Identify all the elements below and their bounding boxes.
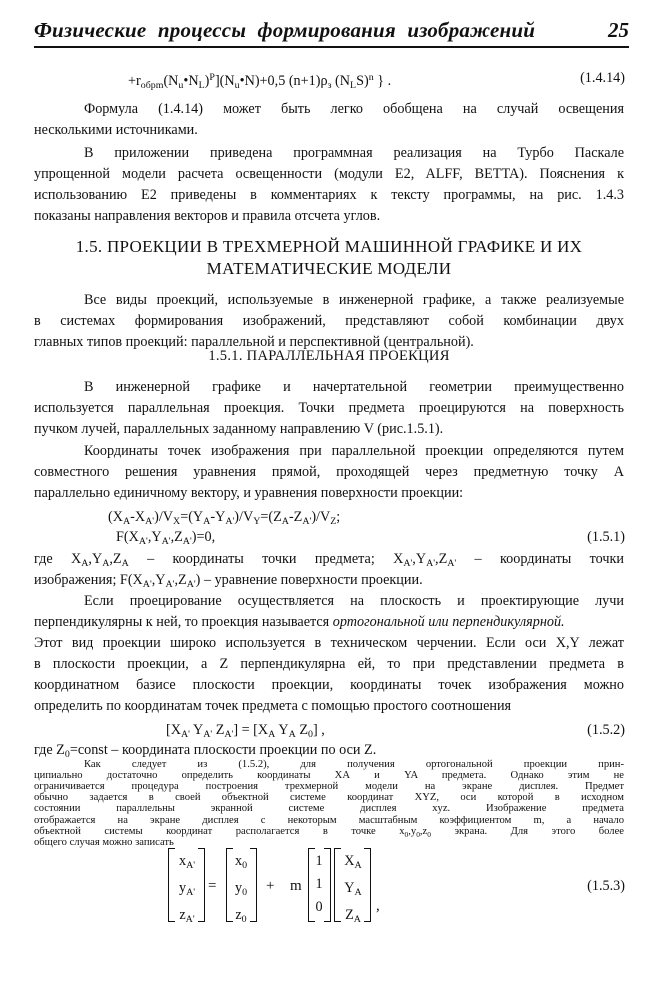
paragraph-line: обычно задается в своей объектной системе координат XYZ, оси которой в исходном: [34, 792, 624, 804]
plus-sign: +: [266, 878, 275, 894]
running-header-title: Физические процессы формирования изображений: [34, 18, 536, 42]
formula-1-4-14: $+r_{обрm}(N_u•N_L)^P](N_u•N)+0,5$ $(n+1)\rho_з$ $(N_LS)^n$ } .: [128, 72, 392, 91]
matrix-cell: $Z_A$: [345, 907, 361, 925]
matrix-cell: 0: [315, 899, 323, 915]
header-rule: [34, 46, 629, 48]
matrix-diagonal: [308, 848, 330, 924]
matrix-origin: [226, 848, 256, 924]
paragraph-line: изображения; $F(X_{A'},Y_{A'},Z_{A'})$ – уравнение поверхности проекции.: [34, 572, 423, 590]
paragraph-line: где $Z_0=const$ – координата плоскости проекции по оси Z.: [34, 742, 377, 760]
paragraph-line: Как следует из (1.5.2), для получения ортогональной проекции прин-: [84, 759, 624, 770]
equation-number-1-4-14: (1.4.14): [580, 70, 625, 86]
section-heading-line2: МАТЕМАТИЧЕСКИЕ МОДЕЛИ: [206, 259, 452, 278]
paragraph-line: объектной системы координат располагается в точке $x_0,y_0,z_0$ экрана. Для этого более: [34, 825, 624, 839]
equation-number-1-5-2: (1.5.2): [587, 722, 625, 738]
paragraph-line: упрощенной модели расчета освещенности (модули E2, ALFF, BETTA). Пояснения к: [34, 166, 624, 182]
equation-1-5-1-line2: $F(X_{A'},Y_{A'},Z_{A'})=0$,: [116, 529, 216, 547]
paragraph-line: в системах формирования изображений, представляют собой комбинации двух: [34, 313, 624, 329]
paragraph-line: определить по координатам точек предмета с помощью простого соотношения: [34, 698, 512, 714]
matrix-cell: 1: [315, 876, 323, 892]
paragraph-line: координатном базисе плоскости проекции, координаты точек изображения можно: [34, 677, 624, 693]
paragraph-line: В приложении приведена программная реализация на Турбо Паскале: [84, 145, 624, 161]
paragraph-line: главных типов проекций: параллельной и перспективной (центральной).: [34, 334, 474, 350]
paragraph-line: Этот вид проекции широко используется в техническом черчении. Если оси X,Y лежат: [34, 635, 624, 651]
equals-sign: =: [208, 878, 217, 894]
section-heading-line1: 1.5. ПРОЕКЦИИ В ТРЕХМЕРНОЙ МАШИННОЙ ГРАФИКЕ И ИХ: [75, 237, 583, 256]
paragraph-line: перпендикулярны к ней, то проекция называется ортогональной или перпендикулярной.: [34, 614, 565, 630]
paragraph-line: общего случая можно записать: [34, 836, 174, 848]
trailing-comma: ,: [376, 898, 380, 914]
matrix-cell: $x_0$: [234, 853, 248, 871]
matrix-cell: $y_{A'}$: [178, 880, 196, 898]
matrix-cell: $z_0$: [235, 907, 247, 925]
matrix-cell: $Y_A$: [344, 880, 362, 898]
paragraph-line: состоянии параллельны экранной системе дисплея xyz. Изображение предмета: [34, 803, 624, 815]
paragraph-line: показаны направления векторов и правила отсчета углов.: [34, 208, 381, 224]
paragraph-line: совместного решения уравнения прямой, проходящей через предметную точку А: [34, 464, 624, 480]
page-number: 25: [608, 18, 629, 42]
paragraph-line: параллельно единичному вектору, и уравнения поверхности проекции:: [34, 485, 464, 501]
matrix-cell: 1: [315, 853, 323, 869]
paragraph-line: пучком лучей, параллельных заданному направлению V (рис.1.5.1).: [34, 421, 444, 437]
equation-number-1-5-3: (1.5.3): [587, 878, 625, 894]
paragraph-line: Координаты точек изображения при параллельной проекции определяются путем: [84, 443, 624, 459]
matrix-cell: $y_0$: [234, 880, 248, 898]
paragraph-line: используется параллельная проекция. Точки предмета проецируются на поверхность: [34, 400, 624, 416]
matrix-cell: $x_{A'}$: [178, 853, 196, 871]
paragraph-line: Формула (1.4.14) может быть легко обобщена на случай освещения: [84, 101, 624, 117]
equation-1-5-2: [$X_{A'}$ $Y_{A'}$ $Z_{A'}] = [X_A$ $Y_A$ $Z_0$] ,: [166, 722, 325, 740]
matrix-cell: $z_{A'}$: [179, 907, 195, 925]
italic-term: ортогональной или перпендикулярной.: [332, 614, 565, 630]
paragraph-line: отображается на экране дисплея с некоторым масштабным коэффициентом m, а начало: [34, 814, 624, 826]
paragraph-line: в плоскости проекции, а Z перпендикулярна ей, то при представлении предмета в: [34, 656, 624, 672]
matrix-object: [334, 848, 370, 924]
paragraph-line: где $X_A,Y_A,Z_A$ – координаты точки предмета; $X_{A'},Y_{A'},Z_{A'}$ – координаты точки: [34, 551, 624, 569]
paragraph-line: Если проецирование осуществляется на плоскость и проектирующие лучи: [84, 593, 624, 609]
scale-factor: m: [290, 878, 302, 894]
matrix-cell: $X_A$: [344, 853, 362, 871]
paragraph-line: ципиально достаточно определить координаты ХА и YA предмета. Однако этим не: [34, 770, 624, 782]
paragraph-line: ограничивается процедура построения трехмерной модели на экране дисплея. Предмет: [34, 781, 624, 793]
equation-1-5-1-line1: $(X_A-X_{A'})/V_X=(Y_A-Y_{A'})/V_Y=(Z_A-Z_{A'})/V_Z$;: [108, 509, 341, 527]
paragraph-line: В инженерной графике и начертательной геометрии преимущественно: [84, 379, 624, 395]
subsection-heading: 1.5.1. ПАРАЛЛЕЛЬНАЯ ПРОЕКЦИЯ: [208, 348, 450, 364]
equation-number-1-5-1: (1.5.1): [587, 529, 625, 545]
matrix-left: [168, 848, 204, 924]
paragraph-line: Все виды проекций, используемые в инженерной графике, а также реализуемые: [84, 292, 624, 308]
paragraph-line: несколькими источниками.: [34, 122, 198, 138]
paragraph-line: использованию E2 приведены в комментариях к тексту программы, на рис. 1.4.3: [34, 187, 624, 203]
